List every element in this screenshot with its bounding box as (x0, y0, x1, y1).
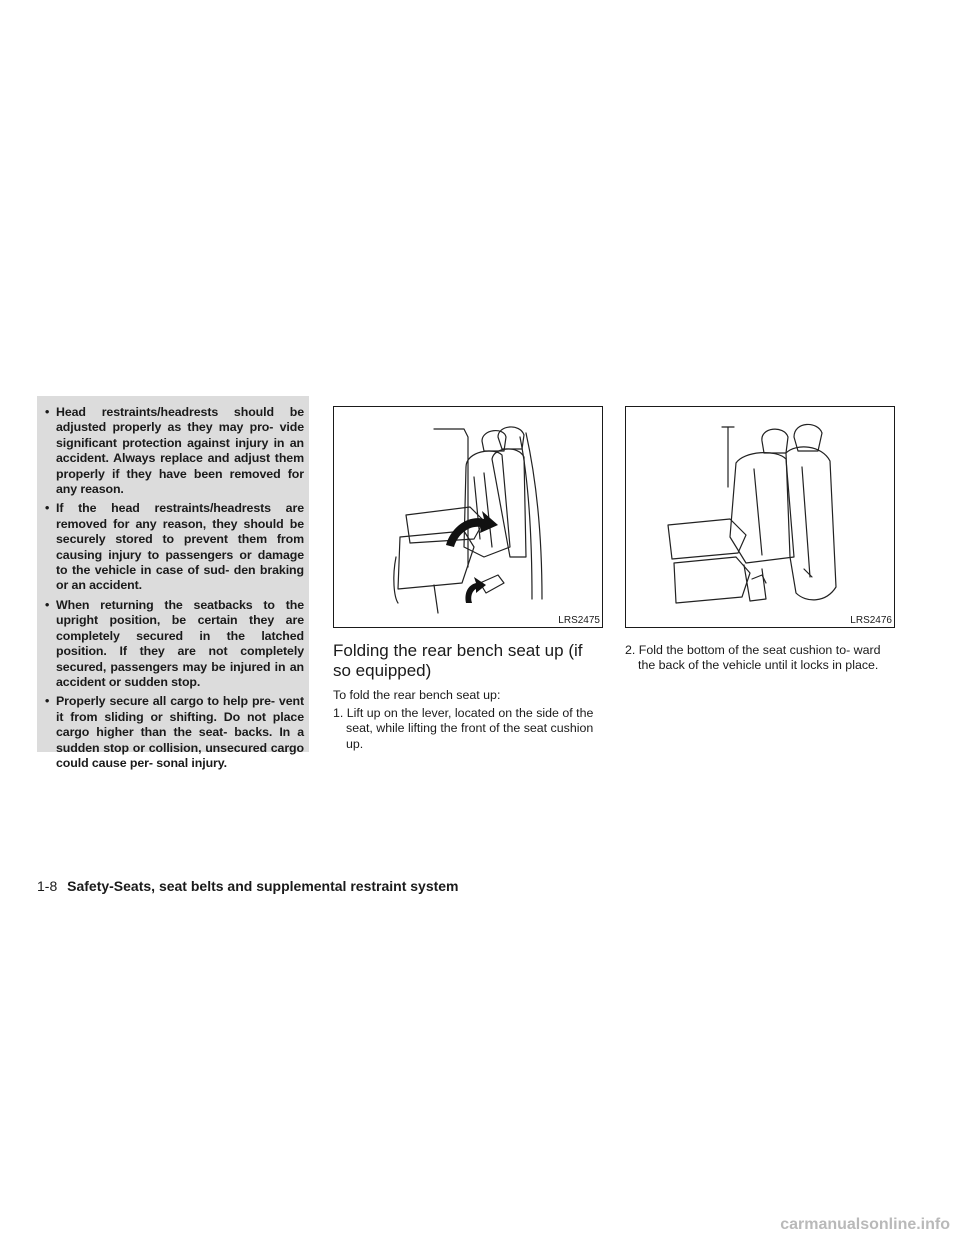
figure-seat-lever (333, 406, 603, 628)
step-1: 1. Lift up on the lever, located on the side of the seat, while lifting the front of the seat cushion up. (333, 706, 594, 751)
chapter-title: Safety-Seats, seat belts and supplemental restraint system (67, 878, 459, 894)
step-2: 2. Fold the bottom of the seat cushion to- ward the back of the vehicle until it locks in place. (625, 643, 881, 673)
seat-fold-illustration (626, 407, 894, 627)
figure-code: LRS2475 (558, 615, 600, 626)
warning-item: • Head restraints/headrests should be adjusted properly as they may pro- vide significant protection against injury in an accident. Always replace and adjust them properly if they have been removed for any reason. (45, 405, 304, 497)
section-heading: Folding the rear bench seat up (if so equipped) (333, 641, 583, 680)
figure-code: LRS2476 (850, 615, 892, 626)
page-footer (37, 878, 459, 894)
intro-text: To fold the rear bench seat up: (333, 688, 501, 702)
warning-item: • When returning the seatbacks to the upright position, be certain they are completely secured in the latched position. If they are not completely secured, passengers may be injured in an accident or sudden stop. (45, 598, 304, 690)
warning-list (45, 405, 304, 771)
page-number: 1-8 (37, 878, 58, 894)
warning-item: • Properly secure all cargo to help pre- vent it from sliding or shifting. Do not place cargo higher than the seat- backs. In a sudden stop or collision, unsecured cargo could cause per- sonal injury. (45, 694, 304, 771)
warning-item: • If the head restraints/headrests are removed for any reason, they should be securely stored to prevent them from causing injury to passengers or damage to the vehicle in case of sud- den braking or an accident. (45, 501, 304, 593)
watermark: carmanualsonline.info (780, 1216, 950, 1233)
seat-lift-illustration (334, 407, 602, 627)
figure-seat-folded (625, 406, 895, 628)
warning-box (37, 396, 309, 770)
